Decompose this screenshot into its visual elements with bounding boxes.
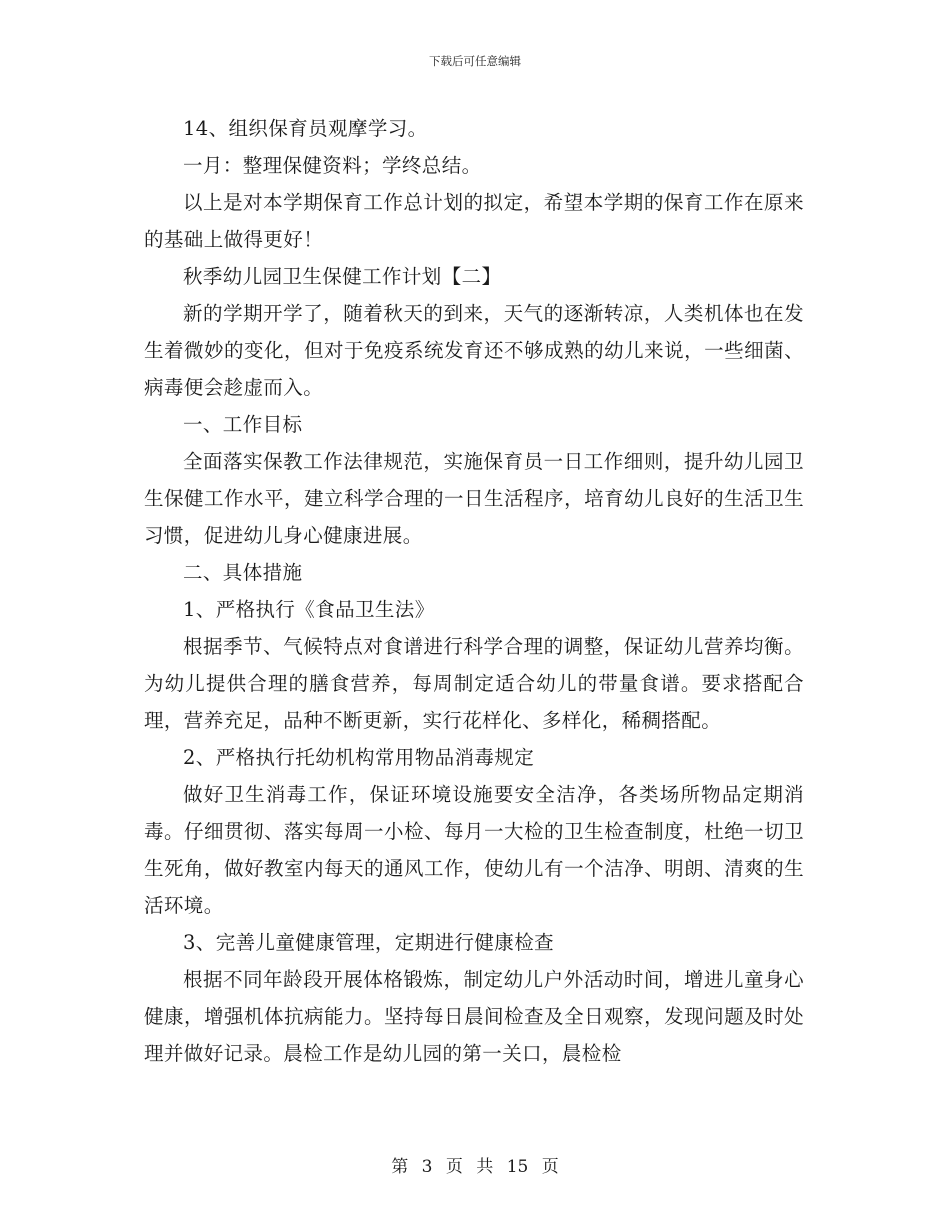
section-title: 秋季幼儿园卫生保健工作计划【二】 [183, 265, 502, 288]
heading-goals: 一、工作目标 [183, 413, 303, 436]
paragraph: 新的学期开学了，随着秋天的到来，天气的逐渐转凉，人类机体也在发生着微妙的变化，但对于免疫系统发育还不够成熟的幼儿来说，一些细菌、病毒便会趁虚而入。 [144, 302, 804, 399]
footer-total-word: 共 [476, 1157, 494, 1177]
paragraph: 根据不同年龄段开展体格锻炼，制定幼儿户外活动时间，增进儿童身心健康，增强机体抗病能力。坚持每日晨间检查及全日观察，发现问题及时处理并做好记录。晨检工作是幼儿园的第一关口，晨检检 [144, 968, 804, 1065]
subheading: 1、严格执行《食品卫生法》 [183, 598, 435, 621]
subheading: 2、严格执行托幼机构常用物品消毒规定 [183, 746, 535, 769]
current-page-number: 3 [421, 1157, 433, 1177]
paragraph: 根据季节、气候特点对食谱进行科学合理的调整，保证幼儿营养均衡。为幼儿提供合理的膳食营养，每周制定适合幼儿的带量食谱。要求搭配合理，营养充足，品种不断更新，实行花样化、多样化，稀稠搭配。 [144, 635, 804, 732]
document-body [144, 110, 804, 1072]
paragraph: 全面落实保教工作法律规范，实施保育员一日工作细则，提升幼儿园卫生保健工作水平，建立科学合理的一日生活程序，培育幼儿良好的生活卫生习惯，促进幼儿身心健康进展。 [144, 450, 804, 547]
paragraph: 一月：整理保健资料；学终总结。 [183, 154, 482, 177]
paragraph: 以上是对本学期保育工作总计划的拟定，希望本学期的保育工作在原来的基础上做得更好！ [144, 191, 804, 251]
footer-prefix: 第 [391, 1157, 409, 1177]
paragraph: 做好卫生消毒工作，保证环境设施要安全洁净，各类场所物品定期消毒。仔细贯彻、落实每周一小检、每月一大检的卫生检查制度，杜绝一切卫生死角，做好教室内每天的通风工作，使幼儿有一个洁净、明朗、清爽的生活环境。 [144, 783, 804, 917]
heading-measures: 二、具体措施 [183, 561, 303, 584]
subheading: 3、完善儿童健康管理，定期进行健康检查 [183, 931, 555, 954]
paragraph: 14、组织保育员观摩学习。 [183, 117, 428, 140]
footer-suffix: 页 [541, 1157, 559, 1177]
page-footer [0, 1156, 950, 1178]
footer-page-word: 页 [445, 1157, 463, 1177]
total-pages-number: 15 [506, 1157, 529, 1177]
page-header: 下载后可任意编辑 [429, 54, 521, 68]
